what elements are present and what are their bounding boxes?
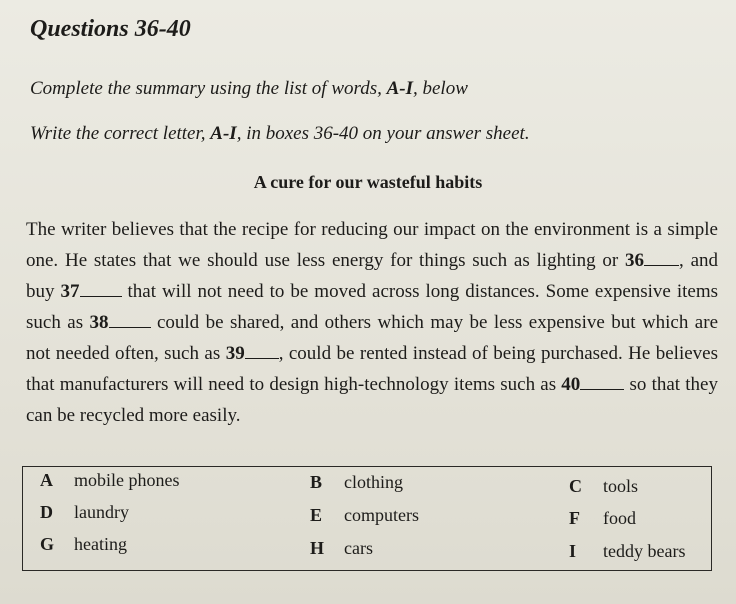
summary-text: , could be rented instead of being purchased. He believes that manufacturers will need to design high-technology items such as — [26, 343, 718, 395]
answer-gap-38 — [109, 308, 151, 328]
question-number-36: 36 — [625, 250, 645, 271]
option-letter: D — [40, 502, 53, 522]
answer-gap-40 — [580, 370, 624, 390]
option-text: computers — [344, 505, 419, 525]
option-c — [569, 476, 638, 497]
question-number-38: 38 — [89, 312, 109, 333]
instruction-bold: A-I — [210, 123, 237, 144]
option-text: clothing — [344, 472, 403, 492]
question-number-40: 40 — [561, 374, 581, 395]
instruction-text: Complete the summary using the list of words, — [30, 78, 387, 99]
instruction-text: Write the correct letter, — [30, 123, 211, 144]
question-number-39: 39 — [225, 343, 245, 364]
option-text: mobile phones — [74, 470, 180, 490]
summary-text: The writer believes that the recipe for reducing our impact on the environment is a simple one. He states that we should use less energy for things such as lighting or — [26, 219, 718, 271]
summary-paragraph — [26, 214, 718, 431]
option-h — [310, 538, 373, 559]
answer-gap-37 — [80, 277, 122, 297]
option-g — [40, 534, 127, 555]
option-a — [40, 470, 180, 491]
summary-text: could be shared, and others which may be less expensive but which are not needed often, such as — [26, 312, 718, 364]
option-letter: E — [310, 505, 323, 525]
word-list-box — [22, 466, 712, 571]
option-letter: C — [569, 476, 582, 496]
option-letter: A — [40, 470, 53, 490]
option-f — [569, 508, 636, 529]
option-text: laundry — [74, 502, 129, 522]
option-letter: F — [569, 508, 580, 528]
answer-gap-36 — [644, 246, 679, 266]
instruction-line-2 — [30, 123, 530, 145]
instruction-line-1 — [30, 78, 468, 100]
summary-text: so that they can be recycled more easily. — [26, 374, 718, 426]
summary-text: that will not need to be moved across long distances. Some expensive items such as — [26, 281, 719, 333]
option-letter: H — [310, 538, 325, 558]
summary-heading: A cure for our wasteful habits — [253, 172, 483, 192]
question-number-37: 37 — [60, 281, 80, 302]
page-title: Questions 36-40 — [30, 16, 191, 42]
summary-text: , and buy — [26, 250, 718, 302]
option-text: food — [603, 508, 636, 528]
option-i — [569, 541, 685, 562]
option-letter: B — [310, 472, 323, 492]
instruction-text: , below — [413, 78, 468, 99]
option-text: cars — [344, 538, 373, 558]
instruction-bold: A-I — [386, 78, 413, 99]
option-e — [310, 505, 419, 526]
option-letter: I — [569, 541, 577, 561]
option-text: tools — [603, 476, 639, 496]
option-b — [310, 472, 403, 493]
instruction-text: , in boxes 36-40 on your answer sheet. — [236, 123, 530, 144]
option-text: heating — [74, 534, 127, 554]
option-letter: G — [40, 534, 55, 554]
option-d — [40, 502, 129, 523]
answer-gap-39 — [245, 339, 279, 359]
option-text: teddy bears — [603, 541, 686, 561]
